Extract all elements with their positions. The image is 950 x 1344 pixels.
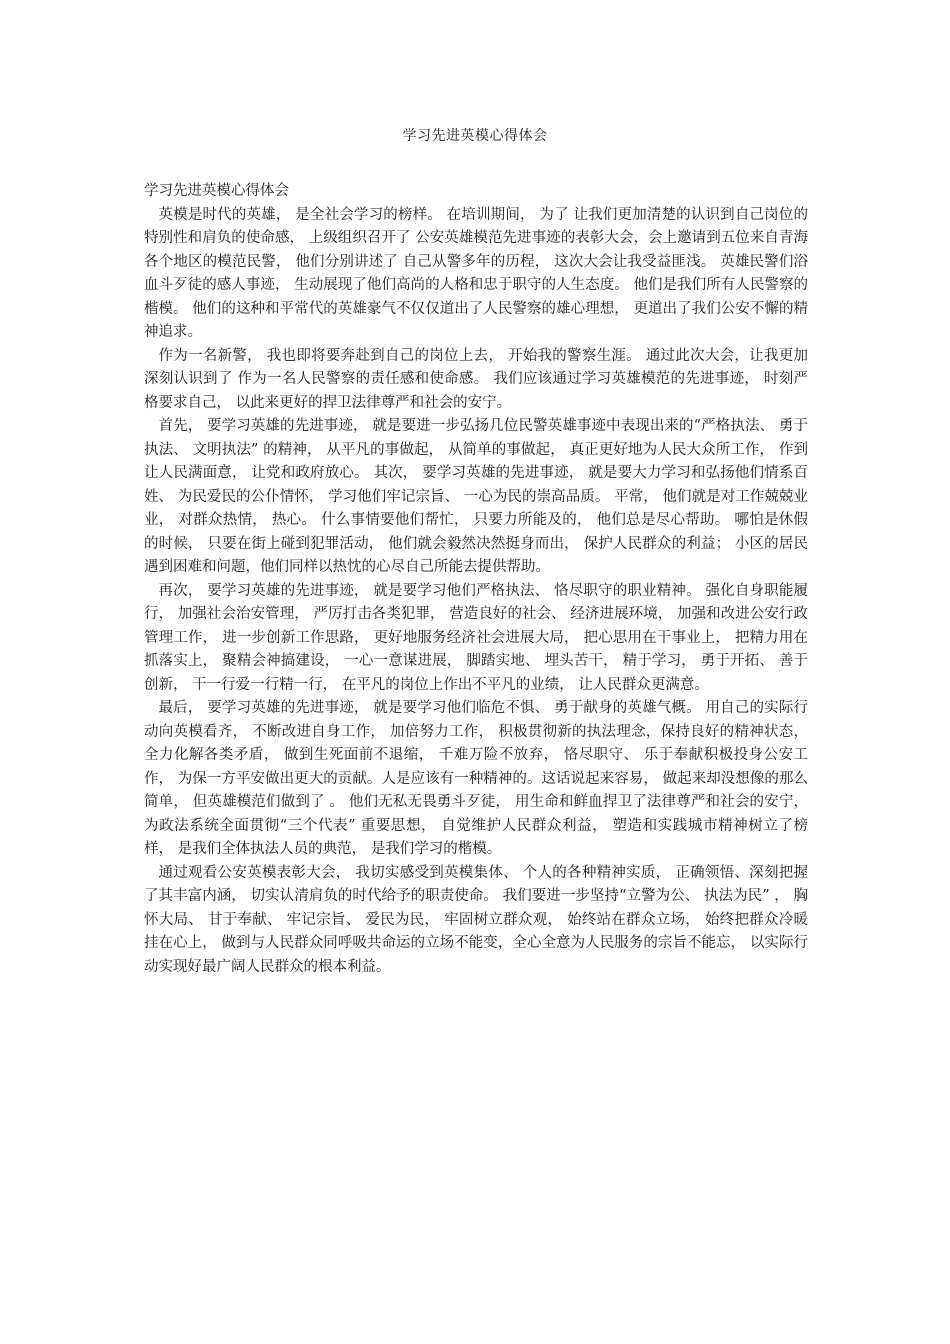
paragraph-1: 英模是时代的英雄， 是全社会学习的榜样。 在培训期间， 为了 让我们更加清楚的认识到自己岗位的特别性和肩负的使命感， 上级组织召开了 公安英雄模范先进事迹的表彰大会，会上邀请到五位来自青海各个地区的模范民警， 他们分别讲述了 自己从警多年的历程， 这次大会让我受益匪浅。 英雄民警们浴血斗歹徒的感人事迹， 生动展现了他们高尚的人格和忠于职守的人生态度。 他们是我们所有人民警察的楷模。 他们的这种和平常代的英雄豪气不仅仅道出了人民警察的雄心理想， 更道出了我们公安不懈的精神追求。 bbox=[144, 206, 808, 340]
paragraph-2: 作为一名新警， 我也即将要奔赴到自己的岗位上去， 开始我的警察生涯。 通过此次大会，让我更加深刻认识到了 作为一名人民警察的责任感和使命感。 我们应该通过学习英雄模范的先进事迹， 时刻严格要求自己， 以此来更好的捍卫法律尊严和社会的安宁。 bbox=[144, 347, 808, 411]
paragraph-4: 再次， 要学习英雄的先进事迹， 就是要学习他们严格执法、 恪尽职守的职业精神。 强化自身职能履行， 加强社会治安管理， 严厉打击各类犯罪， 营造良好的社会、 经济进展环境， 加强和改进公安行政管理工作， 进一步创新工作思路， 更好地服务经济社会进展大局， 把心思用在干事业上， 把精力用在抓落实上， 聚精会神搞建设， 一心一意谋进展， 脚踏实地、 埋头苦干， 精于学习， 勇于开拓、 善于创新， 干一行爱一行精一行， 在平凡的岗位上作出不平凡的业绩， 让人民群众更满意。 bbox=[144, 582, 808, 693]
document-title: 学习先进英模心得体会 bbox=[402, 128, 548, 144]
document-subtitle: 学习先进英模心得体会 bbox=[144, 183, 289, 199]
paragraph-3: 首先， 要学习英雄的先进事迹， 就是要进一步弘扬几位民警英雄事迹中表现出来的“严格执法、 勇于执法、 文明执法” 的精神， 从平凡的事做起， 从简单的事做起， 真正更好地为人民大众所工作， 作到让人民满面意， 让党和政府放心。 其次， 要学习英雄的先进事迹， 就是要大力学习和弘扬他们情系百姓、 为民爱民的公仆情怀， 学习他们牢记宗旨、 一心为民的崇高品质。 平常， 他们就是对工作兢兢业业， 对群众热情， 热心。 什么事情要他们帮忙， 只要力所能及的， 他们总是尽心帮助。 哪怕是休假的时候， 只要在街上碰到犯罪活动， 他们就会毅然决然挺身而出， 保护人民群众的利益； 小区的居民遇到困难和问题，他们同样以热忱的心尽自己所能去提供帮助。 bbox=[144, 418, 808, 575]
paragraph-6: 通过观看公安英模表彰大会， 我切实感受到英模集体、 个人的各种精神实质， 正确领悟、深刻把握了其丰富内涵， 切实认清肩负的时代给予的职责使命。 我们要进一步坚持“立警为公、 执法为民” ， 胸怀大局、 甘于奉献、 牢记宗旨、 爱民为民， 牢固树立群众观， 始终站在群众立场， 始终把群众冷暖挂在心上， 做到与人民群众同呼吸共命运的立场不能变，全心全意为人民服务的宗旨不能忘， 以实际行动实现好最广阔人民群众的根本利益。 bbox=[144, 864, 808, 975]
document-body bbox=[144, 180, 808, 979]
paragraph-5: 最后， 要学习英雄的先进事迹， 就是要学习他们临危不惧、 勇于献身的英雄气概。 用自己的实际行动向英模看齐， 不断改进自身工作， 加倍努力工作， 积极贯彻新的执法理念，保持良好的精神状态， 全力化解各类矛盾， 做到生死面前不退缩， 千难万险不放弃， 恪尽职守、 乐于奉献积极投身公安工作， 为保一方平安做出更大的贡献。人是应该有一种精神的。这话说起来容易， 做起来却没想像的那么简单， 但英雄模范们做到了 。 他们无私无畏勇斗歹徒， 用生命和鲜血捍卫了法律尊严和社会的安宁， 为政法系统全面贯彻“三个代表” 重要思想， 自觉维护人民群众利益， 塑造和实践城市精神树立了榜样， 是我们全体执法人员的典范， 是我们学习的楷模。 bbox=[144, 700, 808, 857]
